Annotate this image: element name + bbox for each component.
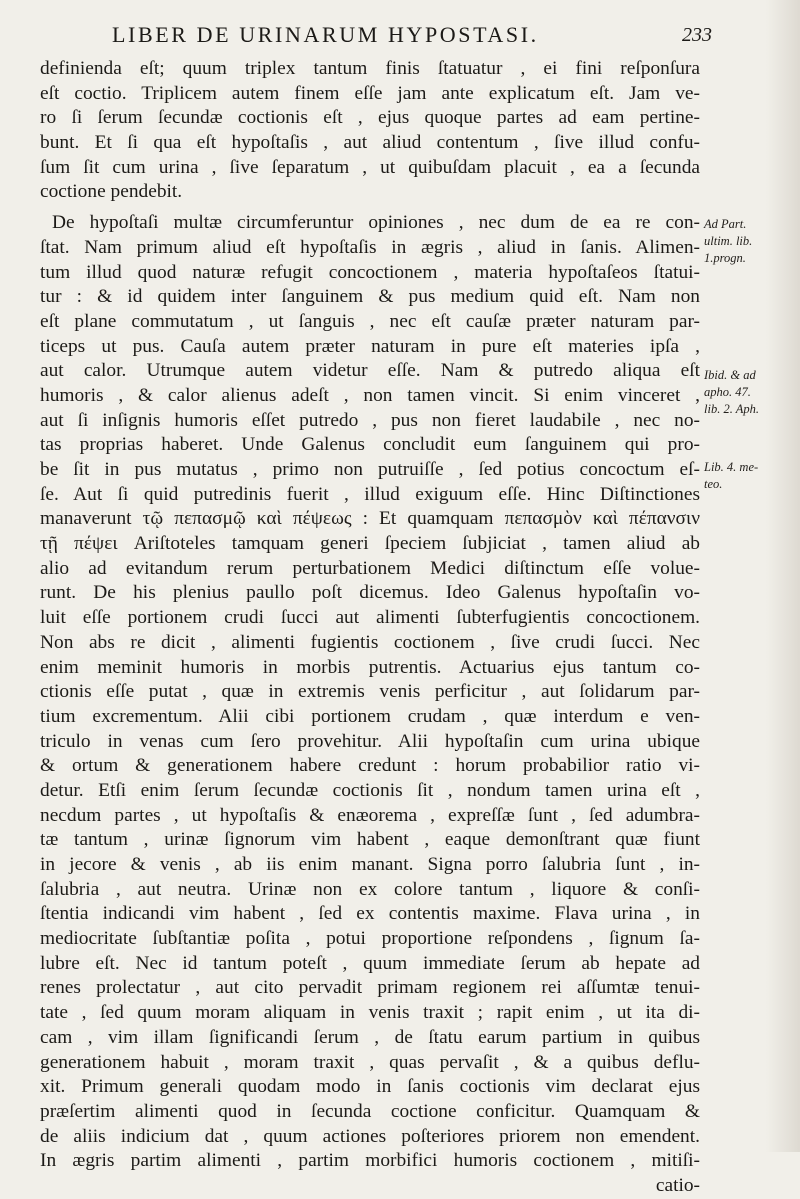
- marginal-note-line: Ibid. & ad: [704, 368, 756, 382]
- text-line: tium excrementum. Alii cibi portionem crudam , quæ interdum e ven-: [40, 705, 700, 727]
- text-line: runt. De his plenius paullo poſt dicemus. Ideo Galenus hypoſtaſin vo-: [40, 582, 700, 604]
- text-line: mediocritate ſubſtantiæ poſita , potui proportione reſpondens , ſignum ſa-: [40, 928, 700, 950]
- text-line: be ſit in pus mutatus , primo non putruiſſe , ſed potius concoctum eſ-: [40, 459, 700, 480]
- text-line: præſertim alimenti quod in ſecunda coctione conficitur. Quamquam &: [40, 1100, 700, 1122]
- text-line: & ortum & generationem habere credunt : horum probabilior ratio vi-: [40, 755, 700, 777]
- text-line: tæ tantum , urinæ ſignorum vim habent , eaque demonſtrant quæ fiunt: [40, 829, 700, 851]
- marginal-note: [704, 459, 794, 493]
- text-line: generationem habuit , moram traxit , quas pervaſit , & a quibus deflu-: [40, 1051, 700, 1073]
- text-line: bunt. Et ſi qua eſt hypoſtaſis , aut aliud contentum , ſive illud confu-: [40, 132, 700, 154]
- text-line: Non abs re dicit , alimenti fugientis coctionem , ſive crudi ſucci. Nec: [40, 631, 700, 653]
- text-line: eſt coctio. Triplicem autem finem eſſe jam ante explicatum eſt. Jam ve-: [40, 82, 700, 104]
- text-line: tum illud quod naturæ refugit concoctionem , materia hypoſtaſeos ſtatui-: [40, 261, 700, 283]
- marginal-note-line: 1.progn.: [704, 251, 746, 265]
- running-title: LIBER DE URINARUM HYPOSTASI.: [112, 22, 539, 47]
- text-line: ticeps ut pus. Cauſa autem præter naturam in pure eſt materies ipſa ,: [40, 335, 700, 357]
- text-line: manaverunt τῷ πεπασμῷ καὶ πέψεως : Et quamquam πεπασμὸν καὶ πέπανσιν: [40, 508, 700, 530]
- marginal-note: [704, 367, 794, 418]
- text-line: ſe. Aut ſi quid putredinis fuerit , illud exiguum eſſe. Hinc Diſtinctiones: [40, 483, 700, 505]
- text-line: coctione pendebit.: [40, 181, 183, 203]
- text-line: renes prolectatur , aut cito pervadit primam regionem rei aſſumtæ tenui-: [40, 977, 700, 999]
- text-line: cam , vim illam ſignificandi ſerum , de ſtatu earum partium in quibus: [40, 1026, 700, 1048]
- text-line: ctionis eſſe putat , quæ in extremis venis perficitur , aut ſolidarum par-: [40, 681, 700, 703]
- text-line: ſum ſit cum urina , ſive ſeparatum , ut quibuſdam placuit , ea a ſecunda: [40, 156, 700, 178]
- text-line: In ægris partim alimenti , partim morbifici humoris coctionem , mitiſi-: [40, 1150, 700, 1172]
- marginal-note-line: lib. 2. Aph.: [704, 402, 759, 416]
- text-line: xit. Primum generali quodam modo in ſanis coctionis vim declarat ejus: [40, 1076, 700, 1098]
- text-line: ro ſi ſerum ſecundæ coctionis eſt , ejus quoque partes ad eam pertine-: [40, 107, 700, 129]
- text-line: definienda eſt; quum triplex tantum finis ſtatuatur , ei fini reſponſura: [40, 58, 700, 79]
- text-line: triculo in venas cum ſero provehitur. Alii hypoſtaſin cum urina ubique: [40, 730, 700, 752]
- text-line: aut calor. Utrumque autem videtur eſſe. Nam & putredo aliqua eſt: [40, 360, 700, 382]
- text-line: luit eſſe portionem crudi ſucci aut alimenti ſubterfugientis concoctionem.: [40, 607, 700, 629]
- text-line: eſt plane commutatum , ut ſanguis , nec eſt cauſæ præter naturam par-: [40, 310, 700, 332]
- marginal-note-line: ultim. lib.: [704, 234, 753, 248]
- text-line: ſalubria , aut neutra. Urinæ non ex colore tantum , liquore & conſi-: [40, 878, 700, 900]
- text-line: alio ad evitandum rerum perturbationem Medici diſtinctum eſſe volue-: [40, 557, 700, 579]
- text-line: ſtentia indicandi vim habent , ſed ex contentis maxime. Flava urina , in: [40, 903, 700, 925]
- text-line: necdum partes , ut hypoſtaſis & enæorema , expreſſæ ſunt , ſed adumbra-: [40, 804, 700, 826]
- marginal-note-line: Lib. 4. me-: [704, 460, 759, 474]
- text-line: ſtat. Nam primum aliud eſt hypoſtaſis in ægris , aliud in ſanis. Alimen-: [40, 236, 700, 258]
- page-header: [112, 22, 712, 52]
- marginal-note: [704, 216, 794, 267]
- marginal-note-line: apho. 47.: [704, 385, 751, 399]
- text-line: tur : & id quidem inter ſanguinem & pus medium quid eſt. Nam non: [40, 286, 700, 308]
- text-line: enim meminit humoris in morbis putrentis. Actuarius ejus tantum co-: [40, 656, 700, 678]
- text-line: τῇ πέψει Ariſtoteles tamquam generi ſpeciem ſubjiciat , tamen aliud ab: [40, 533, 700, 555]
- page-number: 233: [682, 24, 712, 46]
- text-line: de aliis indicium dat , quum actiones poſteriores priorem non emendent.: [40, 1125, 700, 1147]
- text-line: aut ſi inſignis humoris eſſet putredo , pus non fieret laudabile , nec no-: [40, 409, 700, 431]
- body-text: [40, 57, 700, 1199]
- text-line: in jecore & venis , ab iis enim manant. Signa porro ſalubria ſunt , in-: [40, 854, 700, 875]
- text-line: tate , ſed quum moram aliquam in venis traxit ; rapit enim , ut ita di-: [40, 1002, 700, 1024]
- text-line: detur. Etſi enim ſerum ſecundæ coctionis ſit , nondum tamen urina eſt ,: [40, 779, 700, 801]
- marginal-note-line: teo.: [704, 477, 723, 491]
- facing-page-edge: [766, 0, 800, 1152]
- marginal-note-line: Ad Part.: [704, 217, 747, 231]
- text-line: tas proprias haberet. Unde Galenus concludit eum ſanguinem qui pro-: [40, 434, 700, 456]
- text-line: lubre eſt. Nec id tantum poteſt , quum immediate ſerum ab hepate ad: [40, 952, 700, 974]
- text-line: De hypoſtaſi multæ circumferuntur opiniones , nec dum de ea re con-: [52, 212, 700, 234]
- catchword: catio-: [655, 1174, 700, 1196]
- text-line: humoris , & calor alienus adeſt , non tamen vincit. Si enim vinceret ,: [40, 384, 700, 406]
